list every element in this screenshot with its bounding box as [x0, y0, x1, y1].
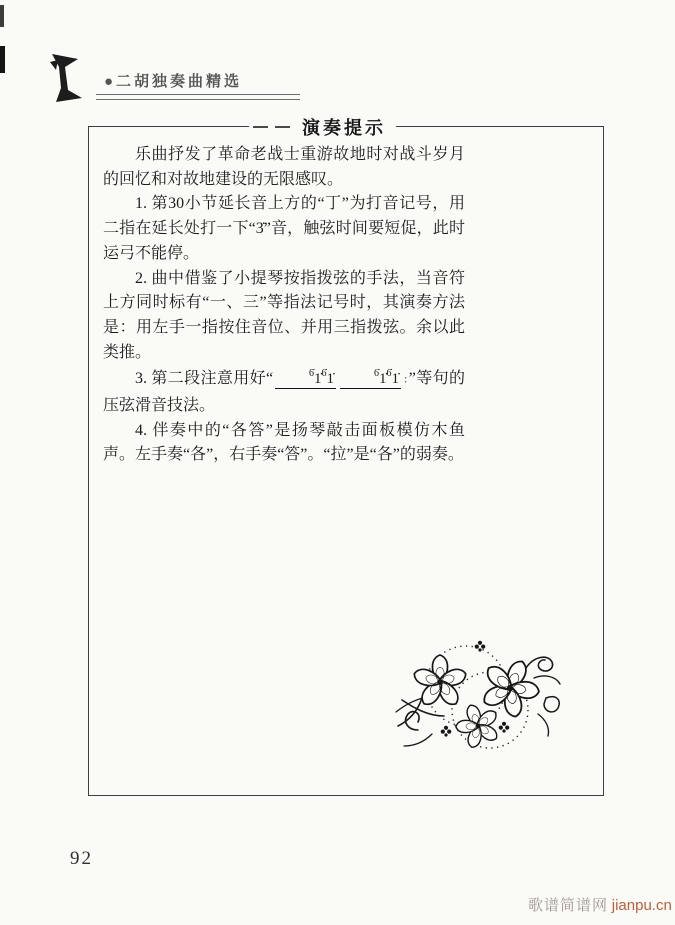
main-note: 1̇	[314, 371, 322, 388]
intro-paragraph: 乐曲抒发了革命老战士重游故地时对战斗岁月的回忆和对故地建设的无限感叹。	[103, 146, 465, 188]
main-note: 1̇	[391, 371, 400, 388]
title-dash	[275, 126, 290, 128]
tips-content	[103, 143, 465, 468]
notation-group-2	[340, 365, 401, 389]
book-logo-icon	[44, 50, 92, 104]
grace-note: 6̇	[321, 368, 327, 380]
header-underline	[96, 94, 300, 100]
tip-item-3	[103, 365, 465, 418]
tip-item-4: 4. 伴奏中的“各答”是扬琴敲击面板模仿木鱼声。左手奏“各”，右手奏“答”。“拉”是“各”的弱奏。	[103, 421, 465, 464]
grace-note: 6̇	[386, 368, 392, 380]
page-number: 92	[70, 848, 93, 869]
book-title: ●二胡独奏曲精选	[104, 74, 243, 90]
grace-note: 6̇	[309, 368, 315, 380]
scan-artifact-bar	[0, 46, 5, 73]
tip3-text-after: ”等句的压弦滑音技法。	[103, 370, 466, 415]
tip3-text-before: 3. 第二段注意用好“	[135, 370, 274, 388]
tips-title: 演奏提示	[302, 118, 386, 138]
notation-group-1	[275, 365, 336, 389]
notation-tail: ：	[403, 375, 409, 387]
main-note: 1̇	[379, 371, 387, 388]
title-dash	[253, 126, 268, 128]
watermark	[528, 894, 672, 915]
jianpu-notation	[273, 370, 409, 387]
tip-item-1: 1. 第30小节延长音上方的“丁”为打音记号，用二指在延长处打一下“3̇”音，触弦时间要短促，此时运弓不能停。	[103, 195, 465, 262]
watermark-site-name: 歌谱简谱网	[528, 898, 609, 914]
watermark-site-url: jianpu.cn	[611, 897, 672, 914]
scan-artifact-bar	[0, 5, 4, 27]
tip-item-2: 2. 曲中借鉴了小提琴按指拨弦的手法，当音符上方同时标有“一、三”等指法记号时，其演奏方法是：用左手一指按住音位、并用三指拨弦。余以此类推。	[103, 269, 465, 361]
grace-note: 6̇	[374, 368, 380, 380]
main-note: 1̇	[326, 371, 335, 388]
tips-title-strip	[249, 115, 396, 139]
flower-ornament	[388, 634, 566, 760]
